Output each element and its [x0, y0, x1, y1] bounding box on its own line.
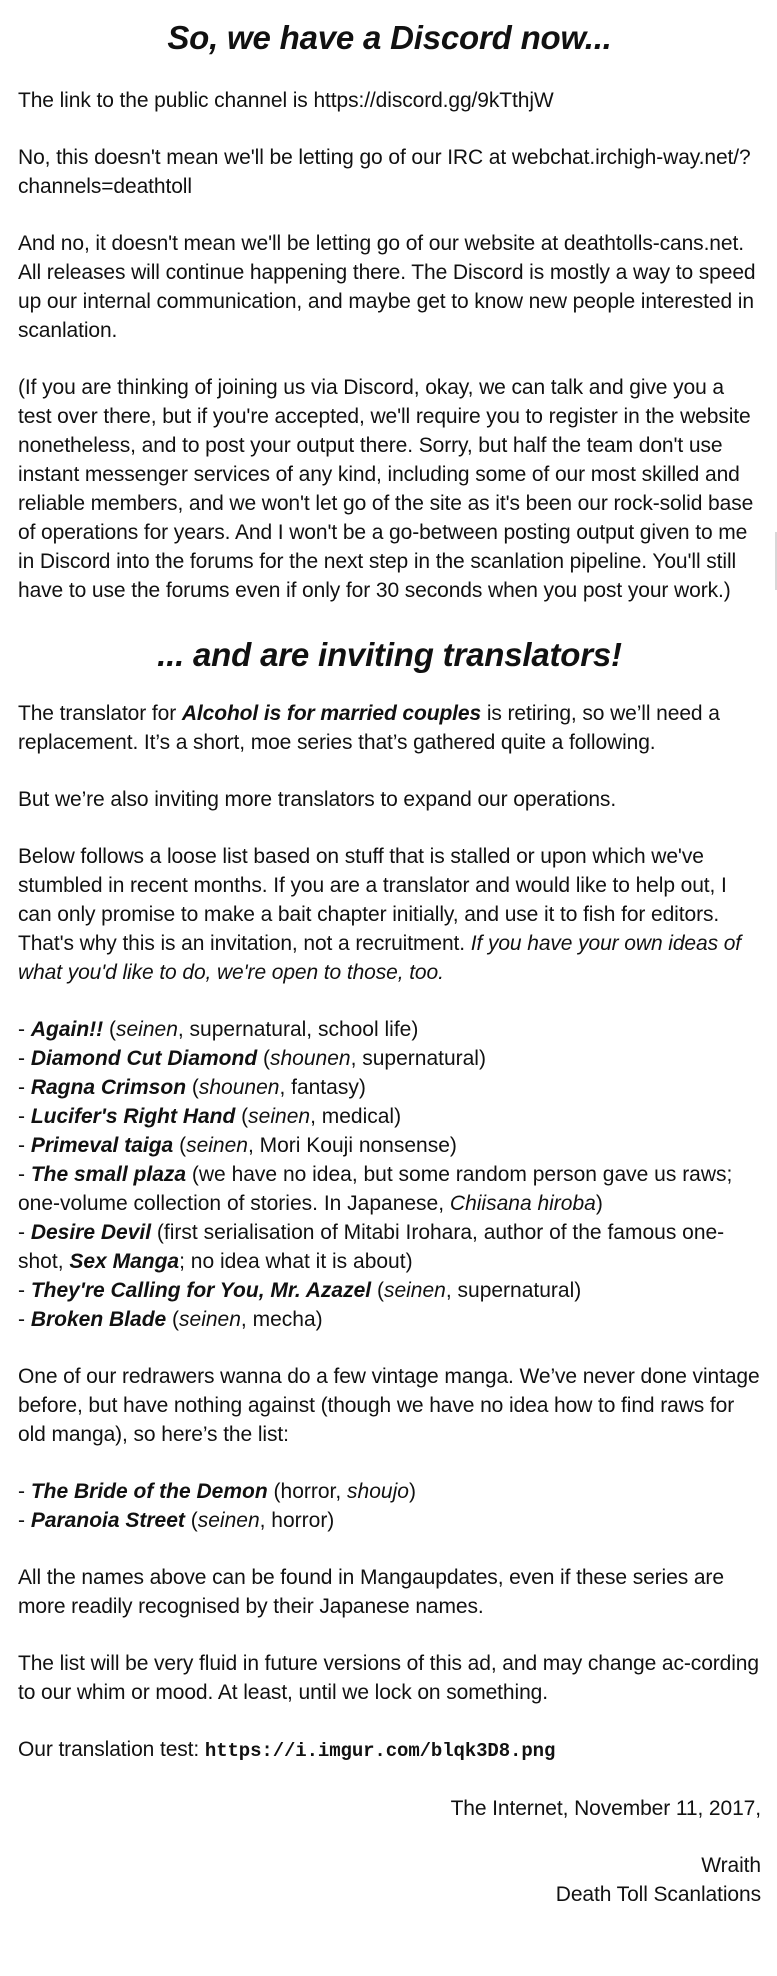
list-item: - Desire Devil (first serialisation of Mitabi Irohara, author of the famous one-shot, Sex Manga; no idea what it is about): [18, 1221, 725, 1273]
translators-heading: ... and are inviting translators!: [157, 636, 622, 673]
series-genre: seinen: [248, 1105, 311, 1128]
series-title: Paranoia Street: [30, 1509, 185, 1532]
retiring-text-after: is retiring, so we’ll need a replacement. It’s a short, moe series that’s gathered quite a following.: [18, 702, 720, 754]
series-title: Broken Blade: [30, 1308, 167, 1331]
website-paragraph: And no, it doesn't mean we'll be letting go of our website at deathtolls-cans.net. All releases will continue happening there. The Discord is mostly a way to speed up our internal communication, and maybe get to know new people interested in scanlation.: [18, 232, 756, 342]
series-genre: shoujo: [347, 1480, 409, 1503]
list-item: - Diamond Cut Diamond (shounen, supernatural): [18, 1047, 486, 1070]
series-genre: shounen: [269, 1047, 351, 1070]
series-title: The small plaza: [30, 1163, 187, 1186]
series-genre: seinen: [197, 1509, 260, 1532]
vintage-paragraph: One of our redrawers wanna do a few vintage manga. We’ve never done vintage before, but have nothing against (though we have no idea how to find raws for old manga), so here’s the list:: [18, 1365, 760, 1446]
translation-test-label: Our translation test:: [18, 1738, 205, 1761]
expand-paragraph: But we’re also inviting more translators to expand our operations.: [18, 788, 617, 811]
series-title: Again!!: [30, 1018, 104, 1041]
series-title: Primeval taiga: [30, 1134, 174, 1157]
list-item: - Broken Blade (seinen, mecha): [18, 1308, 323, 1331]
series-title: Desire Devil: [30, 1221, 152, 1244]
retiring-series-title: Alcohol is for married couples: [181, 702, 482, 725]
discord-heading: So, we have a Discord now...: [167, 19, 612, 56]
series-title: The Bride of the Demon: [30, 1480, 268, 1503]
retiring-paragraph: [18, 699, 761, 757]
irc-paragraph: No, this doesn't mean we'll be letting go of our IRC at webchat.irchigh-way.net/?channels=deathtoll: [18, 146, 751, 198]
list-item: - Again!! (seinen, supernatural, school life): [18, 1018, 419, 1041]
series-title: Diamond Cut Diamond: [30, 1047, 258, 1070]
series-genre: seinen: [186, 1134, 248, 1157]
signature-group: Death Toll Scanlations: [555, 1883, 761, 1906]
loose-list-paragraph: [18, 842, 761, 987]
oneshot-title: Sex Manga: [69, 1250, 180, 1273]
loose-list-text: Below follows a loose list based on stuff that is stalled or upon which we've stumbled in recent months. If you are a translator and would like to help out, I can only promise to make a bait chapter initially, and use it to fish for editors. That's why this is an invitation, not a recruitment.: [18, 845, 727, 955]
series-title: They're Calling for You, Mr. Azazel: [30, 1279, 372, 1302]
mangaupdates-paragraph: All the names above can be found in Mangaupdates, even if these series are more readily recognised by their Japanese names.: [18, 1566, 724, 1618]
list-item: - Ragna Crimson (shounen, fantasy): [18, 1076, 366, 1099]
retiring-text-before: The translator for: [18, 702, 182, 725]
translation-test-url: https://i.imgur.com/blqk3D8.png: [204, 1740, 556, 1762]
loose-list-italic: If you have your own ideas of what you'd like to do, we're open to those, too.: [18, 932, 742, 984]
list-item: - Lucifer's Right Hand (seinen, medical): [18, 1105, 402, 1128]
vintage-list: [18, 1477, 761, 1535]
list-item: - They're Calling for You, Mr. Azazel (seinen, supernatural): [18, 1279, 582, 1302]
series-genre: shounen: [198, 1076, 280, 1099]
japanese-title: Chiisana hiroba: [449, 1192, 596, 1215]
series-title: Lucifer's Right Hand: [30, 1105, 236, 1128]
fluid-list-paragraph: The list will be very fluid in future versions of this ad, and may change ac-cording to our whim or mood. At least, until we lock on something.: [18, 1652, 759, 1704]
series-genre: seinen: [115, 1018, 178, 1041]
list-item: - The Bride of the Demon (horror, shoujo): [18, 1480, 416, 1503]
series-title: Ragna Crimson: [30, 1076, 187, 1099]
translation-test-paragraph: [18, 1735, 761, 1766]
place-date: The Internet, November 11, 2017,: [450, 1797, 761, 1820]
series-list: [18, 1015, 761, 1334]
series-genre: seinen: [179, 1308, 241, 1331]
list-item: - The small plaza (we have no idea, but some random person gave us raws; one-volume collection of stories. In Japanese, Chiisana hiroba): [18, 1163, 733, 1215]
list-item: - Paranoia Street (seinen, horror): [18, 1509, 335, 1532]
discord-link-paragraph: The link to the public channel is https://discord.gg/9kTthjW: [18, 89, 554, 112]
joining-paragraph: (If you are thinking of joining us via Discord, okay, we can talk and give you a test over there, but if you're accepted, we'll require you to register in the website nonetheless, and to post your output there. Sorry, but half the team don't use instant messenger services of any kind, including some of our most skilled and reliable members, and we won't let go of the site as it's been our rock-solid base of operations for years. And I won't be a go-between posting output given to me in Discord into the forums for the next step in the scanlation pipeline. You'll still have to use the forums even if only for 30 seconds when you post your work.): [18, 376, 754, 602]
series-genre: seinen: [383, 1279, 446, 1302]
signature: [18, 1851, 761, 1909]
signature-name: Wraith: [701, 1854, 761, 1877]
list-item: - Primeval taiga (seinen, Mori Kouji nonsense): [18, 1134, 457, 1157]
